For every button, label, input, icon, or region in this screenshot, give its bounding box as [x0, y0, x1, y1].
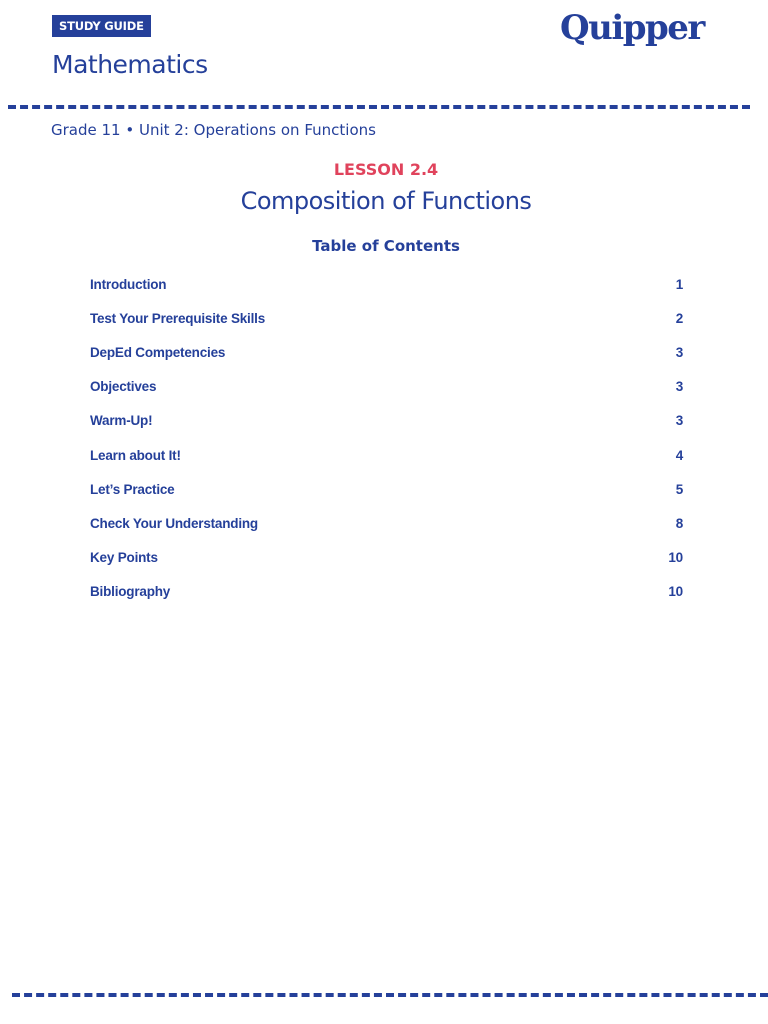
toc-item-page: 10	[668, 584, 683, 600]
toc-item-label: Key Points	[90, 550, 158, 566]
bottom-divider	[12, 993, 768, 997]
table-of-contents	[90, 267, 683, 609]
toc-item-label: Bibliography	[90, 584, 171, 600]
toc-item-page: 3	[675, 379, 683, 395]
toc-item-check-understanding[interactable]	[90, 506, 683, 540]
toc-item-objectives[interactable]	[90, 370, 683, 404]
toc-item-label: Warm-Up!	[90, 413, 153, 429]
toc-item-key-points[interactable]	[90, 541, 683, 575]
toc-item-label: Introduction	[90, 276, 167, 292]
quipper-logo: Quipper	[560, 8, 704, 48]
toc-item-page: 2	[675, 310, 683, 326]
toc-item-page: 5	[675, 481, 683, 497]
toc-item-label: Test Your Prerequisite Skills	[90, 310, 266, 326]
top-divider	[8, 105, 750, 109]
toc-item-page: 3	[675, 413, 683, 429]
lesson-title: Composition of Functions	[240, 187, 532, 215]
toc-item-page: 10	[668, 550, 683, 566]
toc-item-lets-practice[interactable]	[90, 472, 683, 506]
unit-breadcrumb: Grade 11 • Unit 2: Operations on Functions	[51, 121, 376, 139]
subject-title: Mathematics	[52, 50, 208, 79]
toc-item-deped-competencies[interactable]	[90, 335, 683, 369]
toc-item-page: 3	[675, 344, 683, 360]
lesson-number: LESSON 2.4	[333, 160, 439, 179]
toc-item-page: 4	[675, 447, 683, 463]
toc-item-learn-about-it[interactable]	[90, 438, 683, 472]
toc-item-label: Learn about It!	[90, 447, 181, 463]
toc-item-prerequisite-skills[interactable]	[90, 301, 683, 335]
toc-item-label: Check Your Understanding	[90, 515, 258, 531]
toc-item-introduction[interactable]	[90, 267, 683, 301]
toc-heading: Table of Contents	[312, 237, 460, 255]
toc-item-page: 1	[675, 276, 683, 292]
study-guide-badge: STUDY GUIDE	[52, 15, 151, 37]
toc-item-warm-up[interactable]	[90, 404, 683, 438]
toc-item-page: 8	[675, 515, 683, 531]
toc-item-label: Let’s Practice	[90, 481, 175, 497]
toc-item-label: Objectives	[90, 379, 157, 395]
toc-item-label: DepEd Competencies	[90, 344, 226, 360]
toc-item-bibliography[interactable]	[90, 575, 683, 609]
